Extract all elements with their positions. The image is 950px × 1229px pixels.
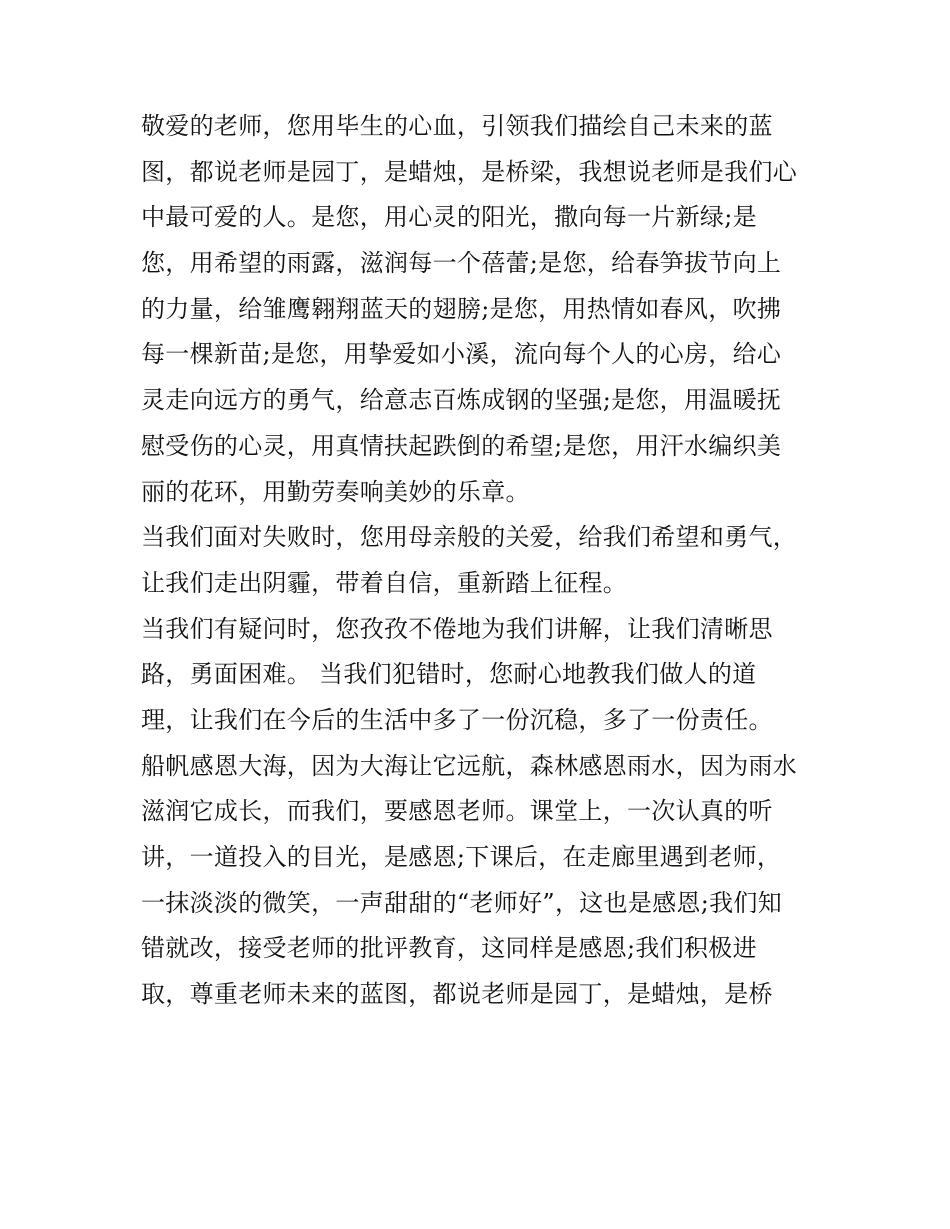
text-line: 敬爱的老师，您用毕生的心血，引领我们描绘自己未来的蓝 — [141, 112, 773, 140]
text-line: 路，勇面困难。 当我们犯错时，您耐心地教我们做人的道 — [141, 660, 757, 689]
text-line: 让我们走出阴霾，带着自信，重新踏上征程。 — [141, 568, 627, 597]
text-line: 错就改，接受老师的批评教育，这同样是感恩;我们积极进 — [141, 934, 757, 963]
document-body-text — [141, 104, 841, 1018]
text-line: 灵走向远方的勇气，给意志百炼成钢的坚强;是您，用温暖抚 — [141, 386, 782, 415]
text-line: 当我们面对失败时，您用母亲般的关爱，给我们希望和勇气， — [141, 523, 798, 552]
text-line: 取，尊重老师未来的蓝图，都说老师是园丁，是蜡烛，是桥 — [141, 980, 773, 1009]
text-line: 您，用希望的雨露，滋润每一个蓓蕾;是您，给春笋拔节向上 — [141, 249, 782, 278]
text-line: 理，让我们在今后的生活中多了一份沉稳，多了一份责任。 — [141, 705, 773, 734]
text-line: 船帆感恩大海，因为大海让它远航，森林感恩雨水，因为雨水 — [141, 751, 798, 780]
text-line: 中最可爱的人。是您，用心灵的阳光，撒向每一片新绿;是 — [141, 203, 757, 232]
text-line: 图，都说老师是园丁，是蜡烛，是桥梁，我想说老师是我们心 — [141, 157, 798, 186]
text-line: 慰受伤的心灵，用真情扶起跌倒的希望;是您，用汗水编织美 — [141, 431, 782, 460]
text-line: 讲，一道投入的目光，是感恩;下课后，在走廊里遇到老师， — [141, 843, 782, 871]
text-line: 滋润它成长，而我们，要感恩老师。课堂上，一次认真的听 — [141, 797, 773, 826]
text-line: 当我们有疑问时，您孜孜不倦地为我们讲解，让我们清晰思 — [141, 614, 773, 643]
text-line: 丽的花环，用勤劳奏响美妙的乐章。 — [141, 477, 530, 506]
text-line: 一抹淡淡的微笑，一声甜甜的“老师好”，这也是感恩;我们知 — [141, 888, 783, 917]
text-line: 每一棵新苗;是您，用挚爱如小溪，流向每个人的心房，给心 — [141, 340, 782, 369]
text-line: 的力量，给雏鹰翱翔蓝天的翅膀;是您，用热情如春风，吹拂 — [141, 294, 782, 323]
